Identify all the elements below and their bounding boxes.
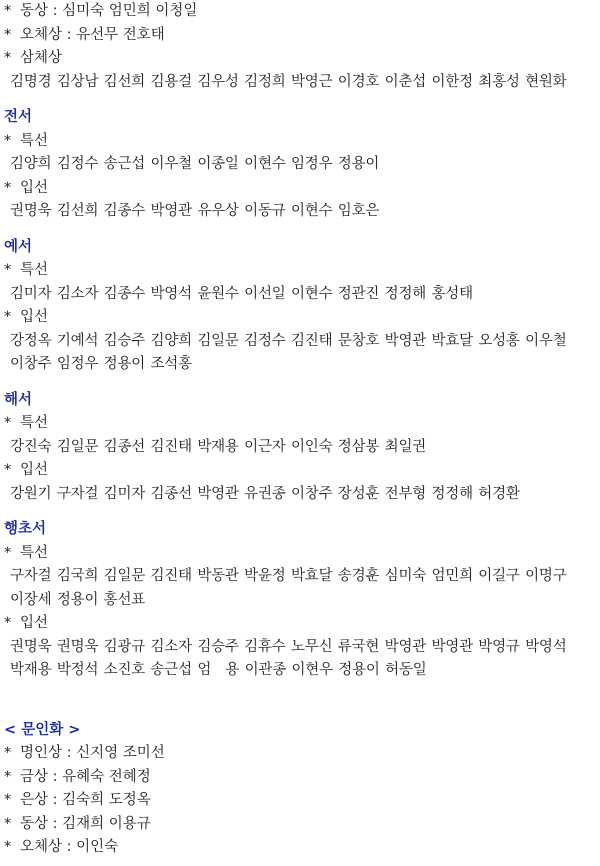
top-award-group bbox=[0, 0, 600, 94]
names-row: 강진숙 김일문 김종선 김진태 박재용 이근자 이인숙 정삼봉 최일권 bbox=[10, 438, 427, 455]
bullet-mark: * bbox=[4, 26, 12, 43]
award-line bbox=[0, 459, 600, 483]
award-text: 삼체상 bbox=[20, 50, 63, 66]
award-text: 특선 bbox=[20, 262, 49, 278]
bullet-mark: * bbox=[4, 415, 12, 431]
section-heading: 해서 bbox=[4, 391, 33, 408]
spacer bbox=[0, 506, 600, 518]
section-haengchoseo bbox=[0, 518, 600, 683]
section-heading: 예서 bbox=[4, 238, 33, 255]
award-text: 오체상 : 유선무 전호태 bbox=[20, 26, 165, 43]
spacer bbox=[0, 377, 600, 389]
award-line bbox=[0, 306, 600, 330]
bullet-mark: * bbox=[4, 792, 12, 808]
award-line bbox=[0, 130, 600, 154]
award-text: 금상 : 유혜숙 전혜정 bbox=[20, 768, 151, 785]
bullet-mark: * bbox=[4, 615, 12, 631]
bullet-mark: * bbox=[4, 839, 12, 855]
award-line bbox=[0, 0, 600, 24]
award-line bbox=[0, 766, 600, 790]
award-line bbox=[0, 259, 600, 283]
bullet-mark: * bbox=[4, 815, 12, 832]
award-text: 명인상 : 신지영 조미선 bbox=[20, 745, 165, 761]
award-text: 특선 bbox=[20, 415, 49, 431]
section-haeseo bbox=[0, 389, 600, 507]
names-row: 이장세 정용이 홍선표 bbox=[10, 591, 146, 608]
award-text: 특선 bbox=[20, 544, 49, 561]
award-line bbox=[0, 789, 600, 813]
names-row: 김미자 김소자 김종수 박영석 윤원수 이선일 이현수 정관진 정정해 홍성태 bbox=[10, 285, 473, 302]
bullet-mark: * bbox=[4, 50, 12, 66]
award-text: 입선 bbox=[20, 309, 49, 325]
award-line bbox=[0, 412, 600, 436]
award-text: 입선 bbox=[20, 179, 49, 196]
section-heading: 전서 bbox=[4, 109, 33, 125]
names-row: 권명욱 김선희 김종수 박영관 유우상 이동규 이현수 임호은 bbox=[10, 203, 380, 219]
names-row: 김양희 김정수 송근섭 이우철 이종일 이현수 임정우 정용이 bbox=[10, 156, 380, 172]
section-yeseo bbox=[0, 236, 600, 377]
award-text: 입선 bbox=[20, 462, 49, 478]
award-line bbox=[0, 813, 600, 837]
award-text: 은상 : 김숙희 도정옥 bbox=[20, 792, 151, 808]
award-text: 특선 bbox=[20, 132, 49, 149]
bullet-mark: * bbox=[4, 544, 12, 561]
award-line bbox=[0, 836, 600, 860]
award-line bbox=[0, 47, 600, 71]
award-text: 동상 : 김재희 이용규 bbox=[20, 815, 151, 832]
names-row: 강정옥 기예석 김승주 김양희 김일문 김정수 김진태 문창호 박영관 박효달 오성홍 이우철 bbox=[10, 332, 567, 349]
names-row: 김명경 김상남 김선희 김용걸 김우성 김정희 박영근 이경호 이춘섭 이한정 최홍성 현원화 bbox=[10, 73, 567, 90]
award-line bbox=[0, 542, 600, 566]
spacer bbox=[0, 94, 600, 106]
award-text: 동상 : 심미숙 엄민희 이청일 bbox=[20, 3, 198, 19]
award-text: 오체상 : 이인숙 bbox=[20, 839, 119, 855]
bullet-mark: * bbox=[4, 3, 12, 19]
section-heading: 행초서 bbox=[4, 521, 47, 537]
bullet-mark: * bbox=[4, 132, 12, 149]
award-line bbox=[0, 742, 600, 766]
names-row: 이창주 임정우 정용이 조석홍 bbox=[10, 356, 192, 372]
bullet-mark: * bbox=[4, 745, 12, 761]
section-muninhwa bbox=[0, 719, 600, 860]
award-line bbox=[0, 24, 600, 48]
award-line bbox=[0, 177, 600, 201]
names-row: 구자걸 김국희 김일문 김진태 박동관 박윤정 박효달 송경훈 심미숙 엄민희 이길구 이명구 bbox=[10, 568, 567, 584]
bullet-mark: * bbox=[4, 309, 12, 325]
spacer bbox=[0, 224, 600, 236]
bullet-mark: * bbox=[4, 768, 12, 785]
award-text: 입선 bbox=[20, 615, 49, 631]
award-line bbox=[0, 612, 600, 636]
section-jeonseo bbox=[0, 106, 600, 224]
bullet-mark: * bbox=[4, 179, 12, 196]
bullet-mark: * bbox=[4, 462, 12, 478]
spacer bbox=[0, 683, 600, 719]
names-row: 권명욱 권명욱 김광규 김소자 김승주 김휴수 노무신 류국현 박영관 박영관 박영규 박영석 bbox=[10, 638, 567, 655]
names-row: 강원기 구자걸 김미자 김종선 박영관 유권종 이창주 장성훈 전부형 정정해 허경환 bbox=[10, 485, 520, 502]
names-row: 박재용 박정석 소진호 송근섭 엄 용 이관종 이현우 정용이 허동일 bbox=[10, 662, 427, 678]
bullet-mark: * bbox=[4, 262, 12, 278]
section-heading: < 문인화 > bbox=[4, 721, 81, 738]
